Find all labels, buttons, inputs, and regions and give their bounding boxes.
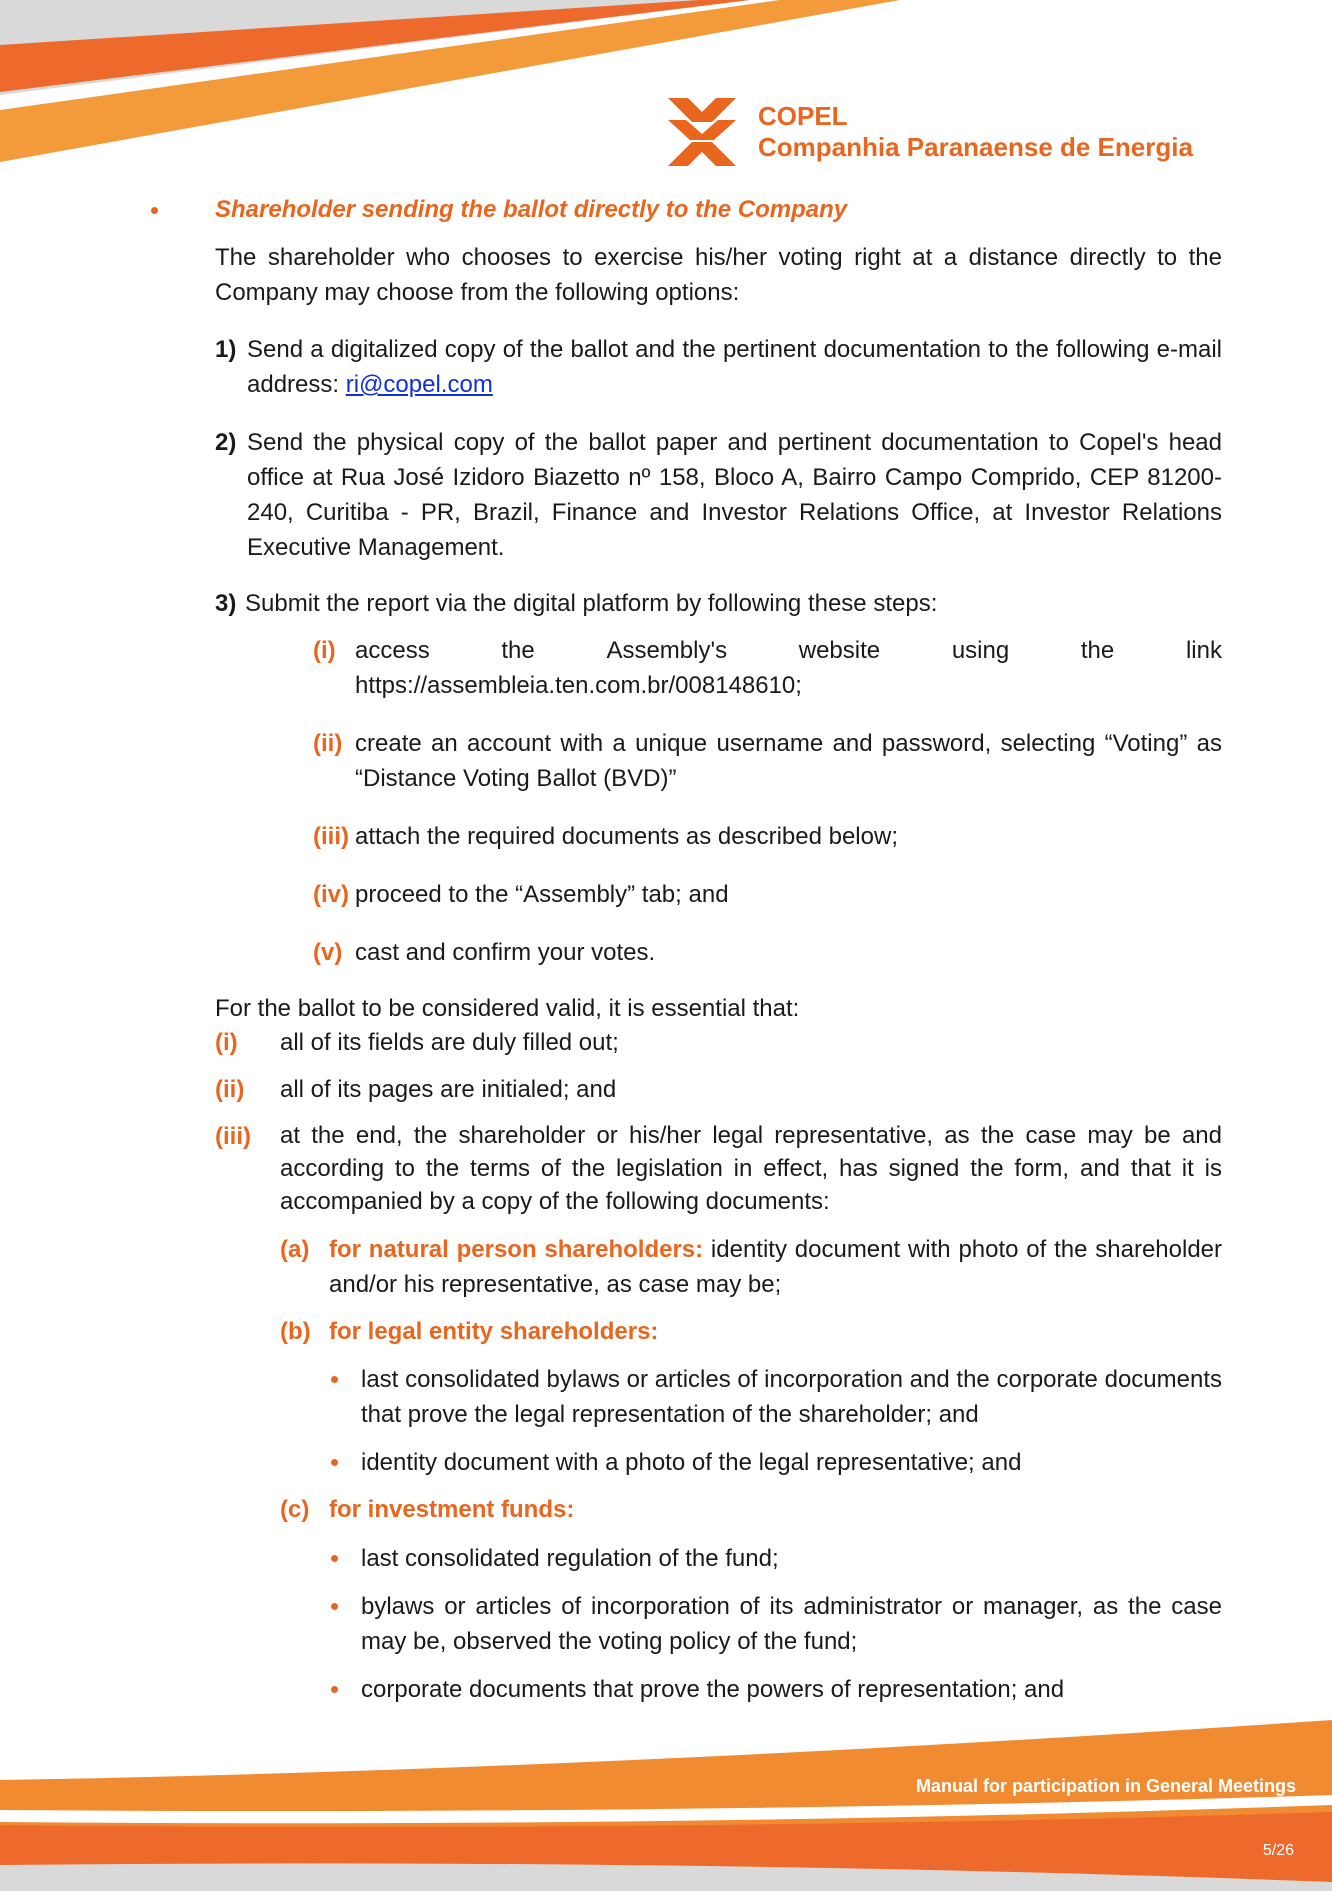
step-text: create an account with a unique username and password, selecting “Voting” as “Distance Voting Ballot (BVD)” bbox=[355, 730, 1222, 792]
doc-label: for investment funds: bbox=[329, 1496, 575, 1523]
bullet-icon bbox=[331, 1686, 338, 1693]
validity-intro: For the ballot to be considered valid, it is essential that: bbox=[215, 995, 800, 1022]
option-number: 2) bbox=[215, 429, 237, 456]
step-text: cast and confirm your votes. bbox=[355, 939, 656, 966]
condition-number: (i) bbox=[215, 1029, 238, 1056]
logo-line-1: COPEL bbox=[758, 101, 848, 132]
option-number: 1) bbox=[215, 336, 237, 363]
doc-letter: (b) bbox=[280, 1318, 311, 1345]
option-text: Submit the report via the digital platform by following these steps: bbox=[245, 590, 938, 617]
doc-label: for legal entity shareholders: bbox=[329, 1318, 659, 1345]
option-text bbox=[247, 332, 1222, 402]
option-number: 3) bbox=[215, 590, 237, 617]
list-item: identity document with a photo of the legal representative; and bbox=[361, 1449, 1022, 1476]
footer-title: Manual for participation in General Meetings bbox=[915, 1776, 1296, 1796]
condition-text: all of its pages are initialed; and bbox=[280, 1076, 617, 1103]
section-heading: Shareholder sending the ballot directly to the Company bbox=[215, 196, 848, 223]
page-number: 5/26 bbox=[1262, 1842, 1294, 1859]
step-number: (i) bbox=[313, 637, 336, 664]
bullet-icon bbox=[331, 1603, 338, 1610]
doc-label: for natural person shareholders: bbox=[329, 1236, 704, 1263]
doc-description: identity document with photo of the shareholder and/or his representative, as case may be; bbox=[329, 1236, 1223, 1298]
intro-paragraph: The shareholder who chooses to exercise his/her voting right at a distance directly to the Company may choose from the following options: bbox=[215, 244, 1222, 306]
list-item: corporate documents that prove the powers of representation; and bbox=[361, 1676, 1065, 1703]
condition-text: all of its fields are duly filled out; bbox=[280, 1029, 619, 1056]
step-number: (ii) bbox=[313, 730, 343, 757]
condition-text: at the end, the shareholder or his/her legal representative, as the case may be and according to the terms of the legislation in effect, has signed the form, and that it is accompanied by a copy of the following documents: bbox=[280, 1122, 1222, 1215]
bullet-icon bbox=[151, 207, 158, 214]
option-1-text: Send a digitalized copy of the ballot and the pertinent documentation to the following e-mail address: bbox=[247, 336, 1222, 398]
step-number: (iv) bbox=[313, 881, 349, 908]
logo-line-2: Companhia Paranaense de Energia bbox=[758, 132, 1193, 162]
doc-letter: (a) bbox=[280, 1236, 310, 1263]
condition-number: (ii) bbox=[215, 1076, 245, 1103]
condition-number: (iii) bbox=[215, 1123, 251, 1150]
list-item: last consolidated regulation of the fund; bbox=[361, 1545, 779, 1572]
option-text: Send the physical copy of the ballot paper and pertinent documentation to Copel's head office at Rua José Izidoro Biazetto nº 158, Bloco A, Bairro Campo Comprido, CEP 81200-240, Curitiba - PR, Brazil, Finance and Investor Relations Office, at Investor Relations Executive Management. bbox=[247, 429, 1222, 561]
list-item: bylaws or articles of incorporation of its administrator or manager, as the case may be, observed the voting policy of the fund; bbox=[361, 1593, 1222, 1655]
step-number: (iii) bbox=[313, 823, 349, 850]
step-number: (v) bbox=[313, 939, 343, 966]
bullet-icon bbox=[331, 1555, 338, 1562]
list-item: last consolidated bylaws or articles of incorporation and the corporate documents that prove the legal representation of the shareholder; and bbox=[361, 1366, 1222, 1428]
bullet-icon bbox=[331, 1459, 338, 1466]
step-text: attach the required documents as described below; bbox=[355, 823, 898, 850]
company-logo bbox=[664, 95, 1193, 169]
bullet-icon bbox=[331, 1376, 338, 1383]
step-text: access the Assembly's website using the link https://assembleia.ten.com.br/008148610; bbox=[355, 637, 1222, 699]
doc-text bbox=[329, 1232, 1222, 1302]
doc-letter: (c) bbox=[280, 1496, 310, 1523]
copel-logo-icon bbox=[664, 96, 740, 168]
step-text: proceed to the “Assembly” tab; and bbox=[355, 881, 729, 908]
email-link[interactable]: ri@copel.com bbox=[345, 371, 493, 398]
